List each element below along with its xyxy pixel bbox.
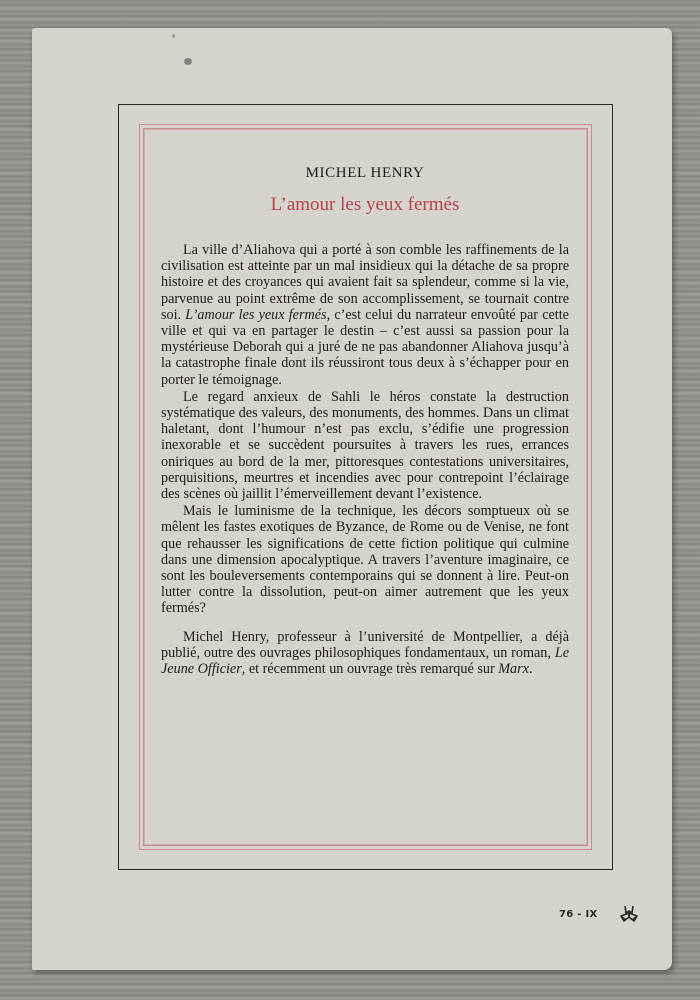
bio-text: , et récemment un ouvrage très remarqué sur xyxy=(241,661,499,678)
blurb-paragraph xyxy=(161,242,569,388)
italic-book-reference: Le Jeune Officier xyxy=(161,644,569,678)
blurb-paragraph: Le regard anxieux de Sahli le héros constate la destruction systématique des valeurs, des monuments, des hommes. Dans un climat haletant, dont l’humour n’est pas exclu, s’édifie une progression inexorable et se succèdent poursuites à travers les rues, errances oniriques au bord de la mer, pittoresques contestations universitaires, perquisitions, meurtres et incendies avec pour contrepoint l’éclairage des scènes où jaillit l’émerveillement devant l’existence. xyxy=(161,388,569,503)
bio-text: . xyxy=(528,661,533,678)
paper-stain xyxy=(172,34,175,38)
book-title: L’amour les yeux fermés xyxy=(270,194,460,215)
italic-book-reference: Marx xyxy=(498,661,529,678)
publisher-emblem-icon xyxy=(618,904,640,926)
book-back-cover xyxy=(32,28,672,970)
outer-frame-border xyxy=(118,104,613,870)
bio-text: Michel Henry, professeur à l’université de Montpellier, a déjà publié, outre des ouvrages philosophiques fondamentaux, un roman, xyxy=(161,628,569,661)
paragraph-text: La ville d’Aliahova qui a porté à son comble les raffinements de la civilisation est atteinte par un mal insidieux qui la détache de sa propre histoire et des croyances qui avaient fait sa splendeur, comme si la vie, parvenue au point extrême de son accomplissement, se tournait contre soi. xyxy=(161,242,569,323)
blurb-paragraph: Mais le luminisme de la technique, les décors somptueux où se mêlent les fastes exotiques de Byzance, de Rome ou de Venise, ne font que rehausser les significations de cette fiction politique qui culmine dans une dimension apocalyptique. A travers l’aventure imaginaire, ce sont les bouleversements contemporains qui se donnent à lire. Peut-on lutter contre la dissolution, peut-on aimer autrement que les yeux fermés? xyxy=(161,503,569,617)
paper-stain xyxy=(184,58,192,65)
italic-title-reference: L’amour les yeux fermés, xyxy=(185,306,331,323)
paragraph-text: c’est celui du narrateur envoûté par cette ville et qui va en partager le destin – c’est aussi sa passion pour la mystérieuse Deborah qui a juré de ne pas abandonner Aliahova jusqu’à la catastrophe finale dont ils réussiront tous deux à s’échapper pour en porter le témoignage. xyxy=(161,306,569,388)
author-bio xyxy=(161,629,569,678)
blurb-content xyxy=(161,165,569,677)
author-name: MICHEL HENRY xyxy=(305,165,425,181)
imprint-code: 76 - IX xyxy=(559,909,598,920)
